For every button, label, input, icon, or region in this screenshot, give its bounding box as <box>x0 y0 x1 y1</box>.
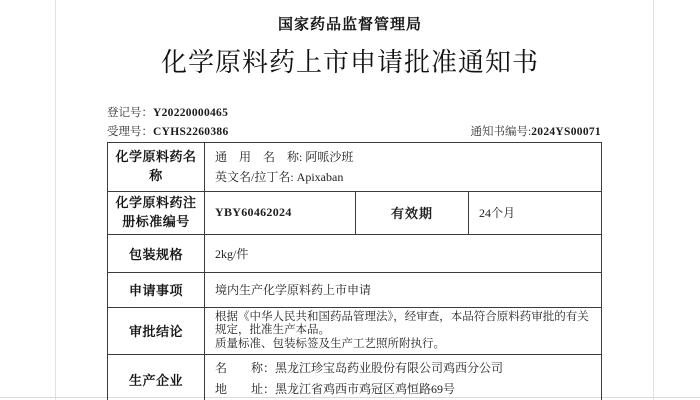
table-row-packaging <box>108 234 602 272</box>
acceptance-number-label: 受理号： <box>107 126 153 138</box>
application-label-cell <box>108 272 205 307</box>
table-row-api-name <box>108 143 602 192</box>
acceptance-number-value: CYHS2260386 <box>153 126 229 138</box>
notice-number-value: 2024YS00071 <box>531 126 601 138</box>
registration-number-line <box>107 104 601 123</box>
manufacturer-address-value: 黑龙江省鸡西市鸡冠区鸡恒路69号 <box>275 382 456 397</box>
english-name-label: 英文名/拉丁名: <box>215 170 294 184</box>
generic-name-label: 通 用 名 称: <box>215 150 303 164</box>
application-value: 境内生产化学原料药上市申请 <box>215 283 372 298</box>
english-name-value: Apixaban <box>296 170 344 184</box>
standard-number-value-cell <box>205 192 356 235</box>
acceptance-number-line <box>107 123 601 142</box>
document-meta <box>107 104 601 142</box>
manufacturer-label: 生产企业 <box>128 372 183 388</box>
application-label: 申请事项 <box>128 283 183 299</box>
api-name-value-cell <box>205 143 602 192</box>
registration-number-label: 登记号： <box>107 107 153 119</box>
standard-number-label-cell <box>108 192 205 235</box>
registration-number-value: Y20220000465 <box>153 107 229 119</box>
packaging-value-cell <box>205 234 602 272</box>
document-title: 化学原料药上市申请批准通知书 <box>160 48 539 77</box>
validity-label: 有效期 <box>390 206 433 222</box>
manufacturer-address-label: 地 址： <box>215 382 276 397</box>
application-value-cell <box>205 272 602 307</box>
standard-number-value: YBY60462024 <box>215 205 292 220</box>
manufacturer-name-line <box>215 358 593 379</box>
api-name-label: 化学原料药名称 <box>115 149 197 183</box>
validity-label-cell <box>356 192 469 235</box>
conclusion-paragraph-2: 质量标准、包装标签及生产工艺照所附执行。 <box>215 337 445 350</box>
issuing-authority-title: 国家药品监督管理局 <box>277 16 422 33</box>
generic-name-value: 阿哌沙班 <box>305 150 354 164</box>
conclusion-label-cell <box>108 307 205 355</box>
conclusion-label: 审批结论 <box>128 324 183 340</box>
generic-name-line <box>215 147 593 167</box>
packaging-value: 2kg/件 <box>215 246 249 261</box>
packaging-label: 包装规格 <box>128 246 183 262</box>
validity-value-cell <box>469 192 602 235</box>
manufacturer-name-label: 名 称： <box>215 361 276 376</box>
notice-number <box>471 123 601 142</box>
manufacturer-value-cell <box>205 355 602 400</box>
table-row-manufacturer <box>108 355 602 400</box>
table-row-application <box>108 272 602 307</box>
manufacturer-name-value: 黑龙江珍宝岛药业股份有限公司鸡西分公司 <box>275 361 504 376</box>
standard-number-label: 化学原料药注册标准编号 <box>115 195 197 229</box>
conclusion-value-cell <box>205 307 602 355</box>
manufacturer-label-cell <box>108 355 205 400</box>
table-row-conclusion <box>108 307 602 355</box>
manufacturer-address-line <box>215 379 593 400</box>
approval-details-table <box>107 142 602 400</box>
validity-value: 24个月 <box>479 206 516 221</box>
notice-number-label: 通知书编号: <box>470 126 532 138</box>
packaging-label-cell <box>108 234 205 272</box>
english-name-line <box>215 167 593 187</box>
table-row-standard-number <box>108 192 602 235</box>
conclusion-paragraph-1: 根据《中华人民共和国药品管理法》，经审查，本品符合原料药审批的有关规定，批准生产本品。 <box>215 310 589 337</box>
api-name-label-cell <box>108 143 205 192</box>
